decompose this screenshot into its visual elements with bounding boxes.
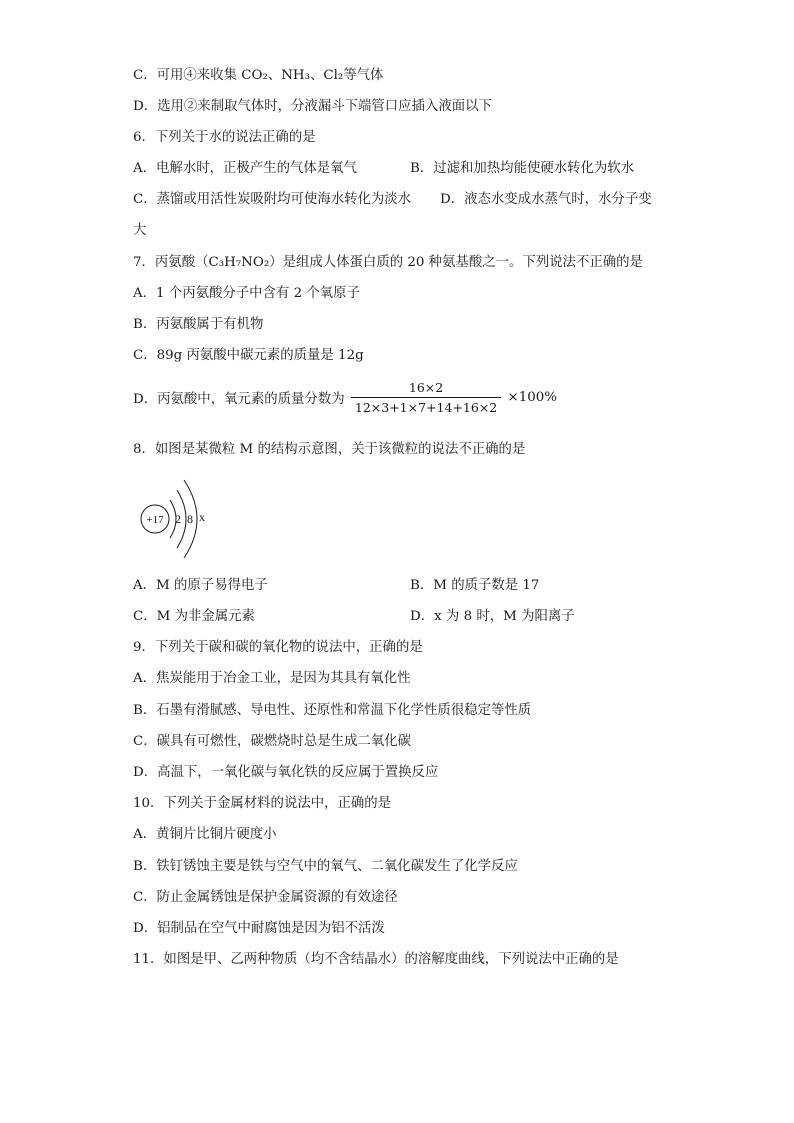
q6-stem: 6．下列关于水的说法正确的是 — [133, 130, 316, 145]
q7-option-d-prefix: D．丙氨酸中，氧元素的质量分数为 — [133, 392, 345, 407]
q11-stem: 11．如图是甲、乙两种物质（均不含结晶水）的溶解度曲线，下列说法中正确的是 — [133, 952, 619, 967]
q10-option-a: A．黄铜片比铜片硬度小 — [133, 827, 277, 842]
q6-option-c: C．蒸馏或用活性炭吸附均可使海水转化为淡水 — [133, 192, 412, 207]
q6-row-ab — [133, 159, 635, 179]
q10-stem: 10．下列关于金属材料的说法中，正确的是 — [133, 796, 392, 811]
q6-option-d-continued: 大 — [133, 223, 147, 238]
q7-stem: 7．丙氨酸（C₃H₇NO₂）是组成人体蛋白质的 20 种氨基酸之一。下列说法不正确的是 — [133, 255, 643, 270]
q10-option-c: C．防止金属锈蚀是保护金属资源的有效途径 — [133, 890, 398, 905]
q9-option-d: D．高温下，一氧化碳与氧化铁的反应属于置换反应 — [133, 765, 439, 780]
q5-option-d: D．选用②来制取气体时，分液漏斗下端管口应插入液面以下 — [133, 99, 492, 114]
q9-option-a: A．焦炭能用于冶金工业，是因为其具有氧化性 — [133, 671, 411, 686]
q8-row-cd — [133, 607, 575, 627]
q6-row-cd — [133, 190, 652, 210]
atom-structure-diagram — [138, 470, 228, 566]
q10-option-b: B．铁钉锈蚀主要是铁与空气中的氧气、二氧化碳发生了化学反应 — [133, 859, 518, 874]
q7-option-a: A．1 个丙氨酸分子中含有 2 个氧原子 — [133, 286, 360, 301]
formula-numerator: 16×2 — [408, 380, 444, 395]
q8-stem: 8．如图是某微粒 M 的结构示意图，关于该微粒的说法不正确的是 — [133, 442, 526, 457]
q8-option-a: A．M 的原子易得电子 — [133, 578, 268, 593]
shell-2-electrons: 8 — [187, 512, 193, 526]
q7-option-c: C．89g 丙氨酸中碳元素的质量是 12g — [133, 348, 364, 363]
q9-option-c: C．碳具有可燃性，碳燃烧时总是生成二氧化碳 — [133, 734, 412, 749]
q7-option-d — [133, 380, 557, 415]
mass-fraction-formula — [351, 380, 501, 415]
q10-option-d: D．铝制品在空气中耐腐蚀是因为铝不活泼 — [133, 921, 385, 936]
nucleus-charge: +17 — [146, 514, 164, 526]
shell-1-electrons: 2 — [175, 512, 181, 526]
q8-option-b: B．M 的质子数是 17 — [410, 578, 540, 593]
shell-3-electrons: x — [199, 510, 205, 524]
q7-option-b: B．丙氨酸属于有机物 — [133, 317, 264, 332]
q8-row-ab — [133, 576, 540, 596]
q9-option-b: B．石墨有滑腻感、导电性、还原性和常温下化学性质很稳定等性质 — [133, 703, 532, 718]
formula-denominator: 12×3+1×7+14+16×2 — [351, 397, 501, 415]
q6-option-b: B．过滤和加热均能使硬水转化为软水 — [410, 161, 635, 176]
q8-option-c: C．M 为非金属元素 — [133, 609, 255, 624]
q8-option-d: D．x 为 8 时，M 为阳离子 — [410, 609, 575, 624]
q9-stem: 9．下列关于碳和碳的氧化物的说法中，正确的是 — [133, 640, 423, 655]
q5-option-c: C．可用④来收集 CO₂、NH₃、Cl₂等气体 — [133, 68, 384, 83]
q6-option-d: D．液态水变成水蒸气时，水分子变 — [440, 192, 652, 207]
q7-option-d-suffix: ×100% — [507, 390, 558, 405]
q6-option-a: A．电解水时，正极产生的气体是氧气 — [133, 161, 357, 176]
